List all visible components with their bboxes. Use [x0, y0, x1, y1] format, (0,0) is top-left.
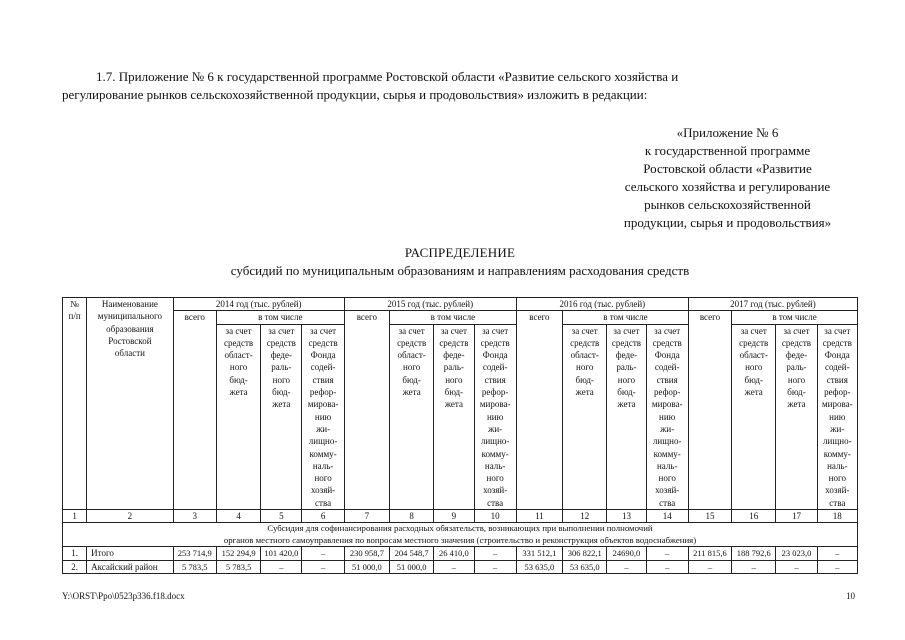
column-numbers-row: [63, 510, 858, 523]
row-number: 1.: [63, 547, 87, 560]
table-cell: –: [688, 560, 731, 573]
header-regional-budget: за счет средств област- ного бюд- жета: [390, 324, 434, 509]
header-year-2015: 2015 год (тыс. рублей): [344, 298, 516, 311]
col-number: 9: [434, 510, 474, 523]
table-cell: 211 815,6: [688, 547, 731, 560]
table-row: [63, 547, 858, 560]
footer-page-number: 10: [846, 591, 855, 601]
table-cell: –: [607, 560, 646, 573]
table-cell: 101 420,0: [261, 547, 302, 560]
header-regional-budget: за счет средств област- ного бюд- жета: [563, 324, 607, 509]
table-cell: 253 714,9: [173, 547, 216, 560]
table-cell: 51 000,0: [390, 560, 434, 573]
table-cell: 152 294,9: [216, 547, 260, 560]
header-incl: в том числе: [216, 311, 344, 324]
col-number: 15: [688, 510, 731, 523]
subsidy-table: [62, 297, 858, 574]
table-cell: –: [302, 560, 344, 573]
header-row-total: [63, 311, 858, 324]
table-cell: –: [474, 560, 516, 573]
header-regional-budget: за счет средств област- ного бюд- жета: [732, 324, 776, 509]
section-title: Субсидия для софинансирования расходных обязательств, возникающих при выполнении полномочий органов местного самоуправления по вопросам местного значения (строительство и реконструкция объектов водоснабжения): [63, 523, 858, 547]
header-regional-budget: за счет средств област- ного бюд- жета: [216, 324, 260, 509]
col-number: 12: [563, 510, 607, 523]
table-cell: 204 548,7: [390, 547, 434, 560]
table-cell: –: [817, 547, 857, 560]
table-cell: –: [261, 560, 302, 573]
col-number: 13: [607, 510, 646, 523]
header-federal-budget: за счет средств феде- раль- ного бюд- жета: [607, 324, 646, 509]
col-number: 5: [261, 510, 302, 523]
title-main: РАСПРЕДЕЛЕНИЕ: [404, 245, 516, 260]
row-name: Итого: [87, 547, 174, 560]
appendix-line: к государственной программе: [644, 143, 811, 158]
table-row: [63, 560, 858, 573]
appendix-reference: [595, 124, 860, 232]
header-year-2017: 2017 год (тыс. рублей): [688, 298, 857, 311]
header-name: Наименование муниципального образования Ростовской области: [87, 298, 174, 510]
appendix-line: сельского хозяйства и регулирование: [624, 179, 831, 194]
col-number: 6: [302, 510, 344, 523]
appendix-line: Ростовской области «Развитие: [643, 161, 812, 176]
header-housing-fund: за счет средств Фонда содей- ствия рефор- мирова- нию жи- лищно- комму- наль- ного хозяй- ства: [646, 324, 688, 509]
header-total: всего: [688, 311, 731, 324]
col-number: 7: [344, 510, 389, 523]
col-number: 3: [173, 510, 216, 523]
table-cell: 53 635,0: [563, 560, 607, 573]
col-number: 17: [776, 510, 817, 523]
table-cell: –: [646, 560, 688, 573]
header-total: всего: [173, 311, 216, 324]
table-cell: 26 410,0: [434, 547, 474, 560]
col-number: 2: [87, 510, 174, 523]
header-total: всего: [516, 311, 562, 324]
table-cell: 5 783,5: [173, 560, 216, 573]
appendix-line: «Приложение № 6: [676, 125, 779, 140]
appendix-line: продукции, сырья и продовольствия»: [623, 215, 832, 230]
col-number: 1: [63, 510, 87, 523]
table-cell: –: [302, 547, 344, 560]
header-year-2016: 2016 год (тыс. рублей): [516, 298, 688, 311]
col-number: 14: [646, 510, 688, 523]
header-total-blank: [516, 324, 562, 509]
header-row-years: [63, 298, 858, 311]
col-number: 16: [732, 510, 776, 523]
col-number: 10: [474, 510, 516, 523]
col-number: 11: [516, 510, 562, 523]
table-cell: 23 023,0: [776, 547, 817, 560]
footer-file-path: Y:\ORST\Ppo\0523p336.f18.docx: [62, 591, 185, 601]
table-cell: 24690,0: [607, 547, 646, 560]
header-incl: в том числе: [563, 311, 689, 324]
intro-paragraph: [62, 68, 858, 104]
table-cell: –: [474, 547, 516, 560]
col-number: 8: [390, 510, 434, 523]
table-cell: 230 958,7: [344, 547, 389, 560]
intro-line-1: 1.7. Приложение № 6 к государственной программе Ростовской области «Развитие сельского хозяйства и: [96, 69, 679, 84]
header-housing-fund: за счет средств Фонда содей- ствия рефор- мирова- нию жи- лищно- комму- наль- ного хозяй- ства: [474, 324, 516, 509]
document-title: [62, 244, 858, 280]
header-num: № п/п: [63, 298, 87, 510]
table-cell: 306 822,1: [563, 547, 607, 560]
col-number: 18: [817, 510, 857, 523]
table-cell: 331 512,1: [516, 547, 562, 560]
header-housing-fund: за счет средств Фонда содей- ствия рефор- мирова- нию жи- лищно- комму- наль- ного хозяй- ства: [817, 324, 857, 509]
table-cell: –: [434, 560, 474, 573]
table-cell: –: [646, 547, 688, 560]
header-federal-budget: за счет средств феде- раль- ного бюд- жета: [434, 324, 474, 509]
intro-line-2: регулирование рынков сельскохозяйственной продукции, сырья и продовольствия» изложить в редакции:: [62, 87, 648, 102]
section-row: [63, 523, 858, 547]
header-total-blank: [344, 324, 389, 509]
header-year-2014: 2014 год (тыс. рублей): [173, 298, 344, 311]
title-sub: субсидий по муниципальным образованиям и направлениям расходования средств: [230, 263, 690, 278]
header-incl: в том числе: [390, 311, 517, 324]
table-cell: 188 792,6: [732, 547, 776, 560]
appendix-line: рынков сельскохозяйственной: [644, 197, 811, 212]
header-federal-budget: за счет средств феде- раль- ного бюд- жета: [776, 324, 817, 509]
row-name: Аксайский район: [87, 560, 174, 573]
table-cell: –: [776, 560, 817, 573]
header-housing-fund: за счет средств Фонда содей- ствия рефор- мирова- нию жи- лищно- комму- наль- ного хозяй- ства: [302, 324, 344, 509]
header-total: всего: [344, 311, 389, 324]
row-number: 2.: [63, 560, 87, 573]
header-total-blank: [688, 324, 731, 509]
table-cell: 51 000,0: [344, 560, 389, 573]
table-cell: –: [817, 560, 857, 573]
header-federal-budget: за счет средств феде- раль- ного бюд- жета: [261, 324, 302, 509]
table-cell: 5 783,5: [216, 560, 260, 573]
header-total-blank: [173, 324, 216, 509]
table-cell: 53 635,0: [516, 560, 562, 573]
header-incl: в том числе: [732, 311, 858, 324]
col-number: 4: [216, 510, 260, 523]
table-cell: –: [732, 560, 776, 573]
header-row-sources: [63, 324, 858, 509]
